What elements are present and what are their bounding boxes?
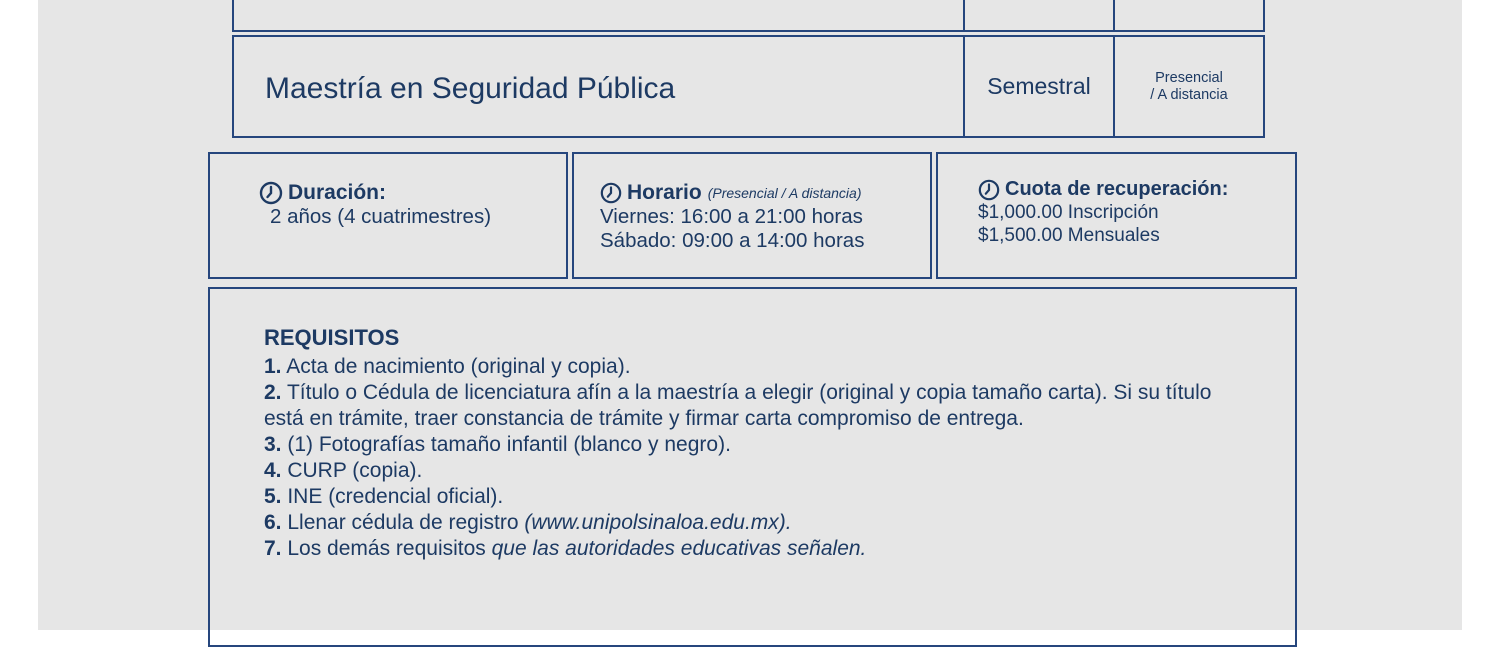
program-frequency	[965, 37, 1113, 136]
requirement-item	[264, 484, 1254, 510]
schedule-note: (Presencial / A distancia)	[707, 185, 862, 201]
fee-line-2: $1,500.00 Mensuales	[978, 225, 1160, 246]
fee-line-1: $1,000.00 Inscripción	[978, 202, 1159, 223]
requirement-text: (1) Fotografías tamaño infantil (blanco y negro).	[281, 433, 731, 456]
duration-heading	[259, 181, 491, 205]
fee-heading	[978, 178, 1228, 201]
schedule-info	[600, 181, 864, 253]
duration-value: 2 años (4 cuatrimestres)	[270, 205, 492, 228]
requirements-list	[264, 354, 1254, 562]
requirement-text: Acta de nacimiento (original y copia).	[281, 355, 631, 378]
requirement-text: Los demás requisitos	[281, 537, 492, 560]
fee-info	[978, 178, 1228, 247]
schedule-line-2: Sábado: 09:00 a 14:00 horas	[600, 229, 865, 252]
requirement-number: 7.	[264, 537, 282, 560]
requirements-title: REQUISITOS	[264, 325, 400, 350]
clock-icon	[978, 179, 1000, 201]
requirement-number: 5.	[264, 485, 282, 508]
requirement-item	[264, 510, 1254, 536]
modality-line-2: / A distancia	[1150, 86, 1228, 103]
requirement-number: 1.	[264, 355, 282, 378]
schedule-heading	[600, 181, 864, 205]
requirement-text: INE (credencial oficial).	[281, 485, 504, 508]
fee-label: Cuota de recuperación:	[1005, 178, 1229, 200]
program-frequency-text: Semestral	[987, 73, 1091, 99]
modality-line-1: Presencial	[1155, 69, 1223, 86]
previous-frequency-cell	[963, 0, 1115, 32]
schedule-label: Horario	[627, 181, 702, 204]
schedule-line-1: Viernes: 16:00 a 21:00 horas	[600, 205, 863, 228]
requirement-number: 2.	[264, 381, 282, 404]
duration-info	[259, 181, 491, 229]
program-modality	[1115, 37, 1263, 136]
requirement-number: 6.	[264, 511, 282, 534]
clock-icon	[600, 182, 622, 204]
requirement-text: CURP (copia).	[281, 459, 423, 482]
requirement-text: Llenar cédula de registro	[281, 511, 525, 534]
requirement-number: 3.	[264, 433, 282, 456]
requirement-item	[264, 354, 1254, 380]
previous-program-row	[232, 0, 965, 32]
requirement-item	[264, 380, 1254, 432]
duration-label: Duración:	[288, 181, 387, 204]
requirement-text: Título o Cédula de licenciatura afín a la maestría a elegir (original y copia tamaño carta). Si su título está en trámite, traer constancia de trámite y firmar carta compromiso de entrega.	[264, 381, 1212, 430]
requirement-italic-text: (www.unipolsinaloa.edu.mx).	[524, 511, 792, 534]
previous-modality-cell	[1113, 0, 1265, 32]
program-name: Maestría en Seguridad Pública	[265, 72, 676, 105]
requirement-italic-text: que las autoridades educativas señalen.	[491, 537, 867, 560]
requirement-item	[264, 536, 1254, 562]
requirement-number: 4.	[264, 459, 282, 482]
requirements	[264, 324, 1254, 562]
requirement-item	[264, 458, 1254, 484]
clock-icon	[259, 181, 283, 205]
requirement-item	[264, 432, 1254, 458]
